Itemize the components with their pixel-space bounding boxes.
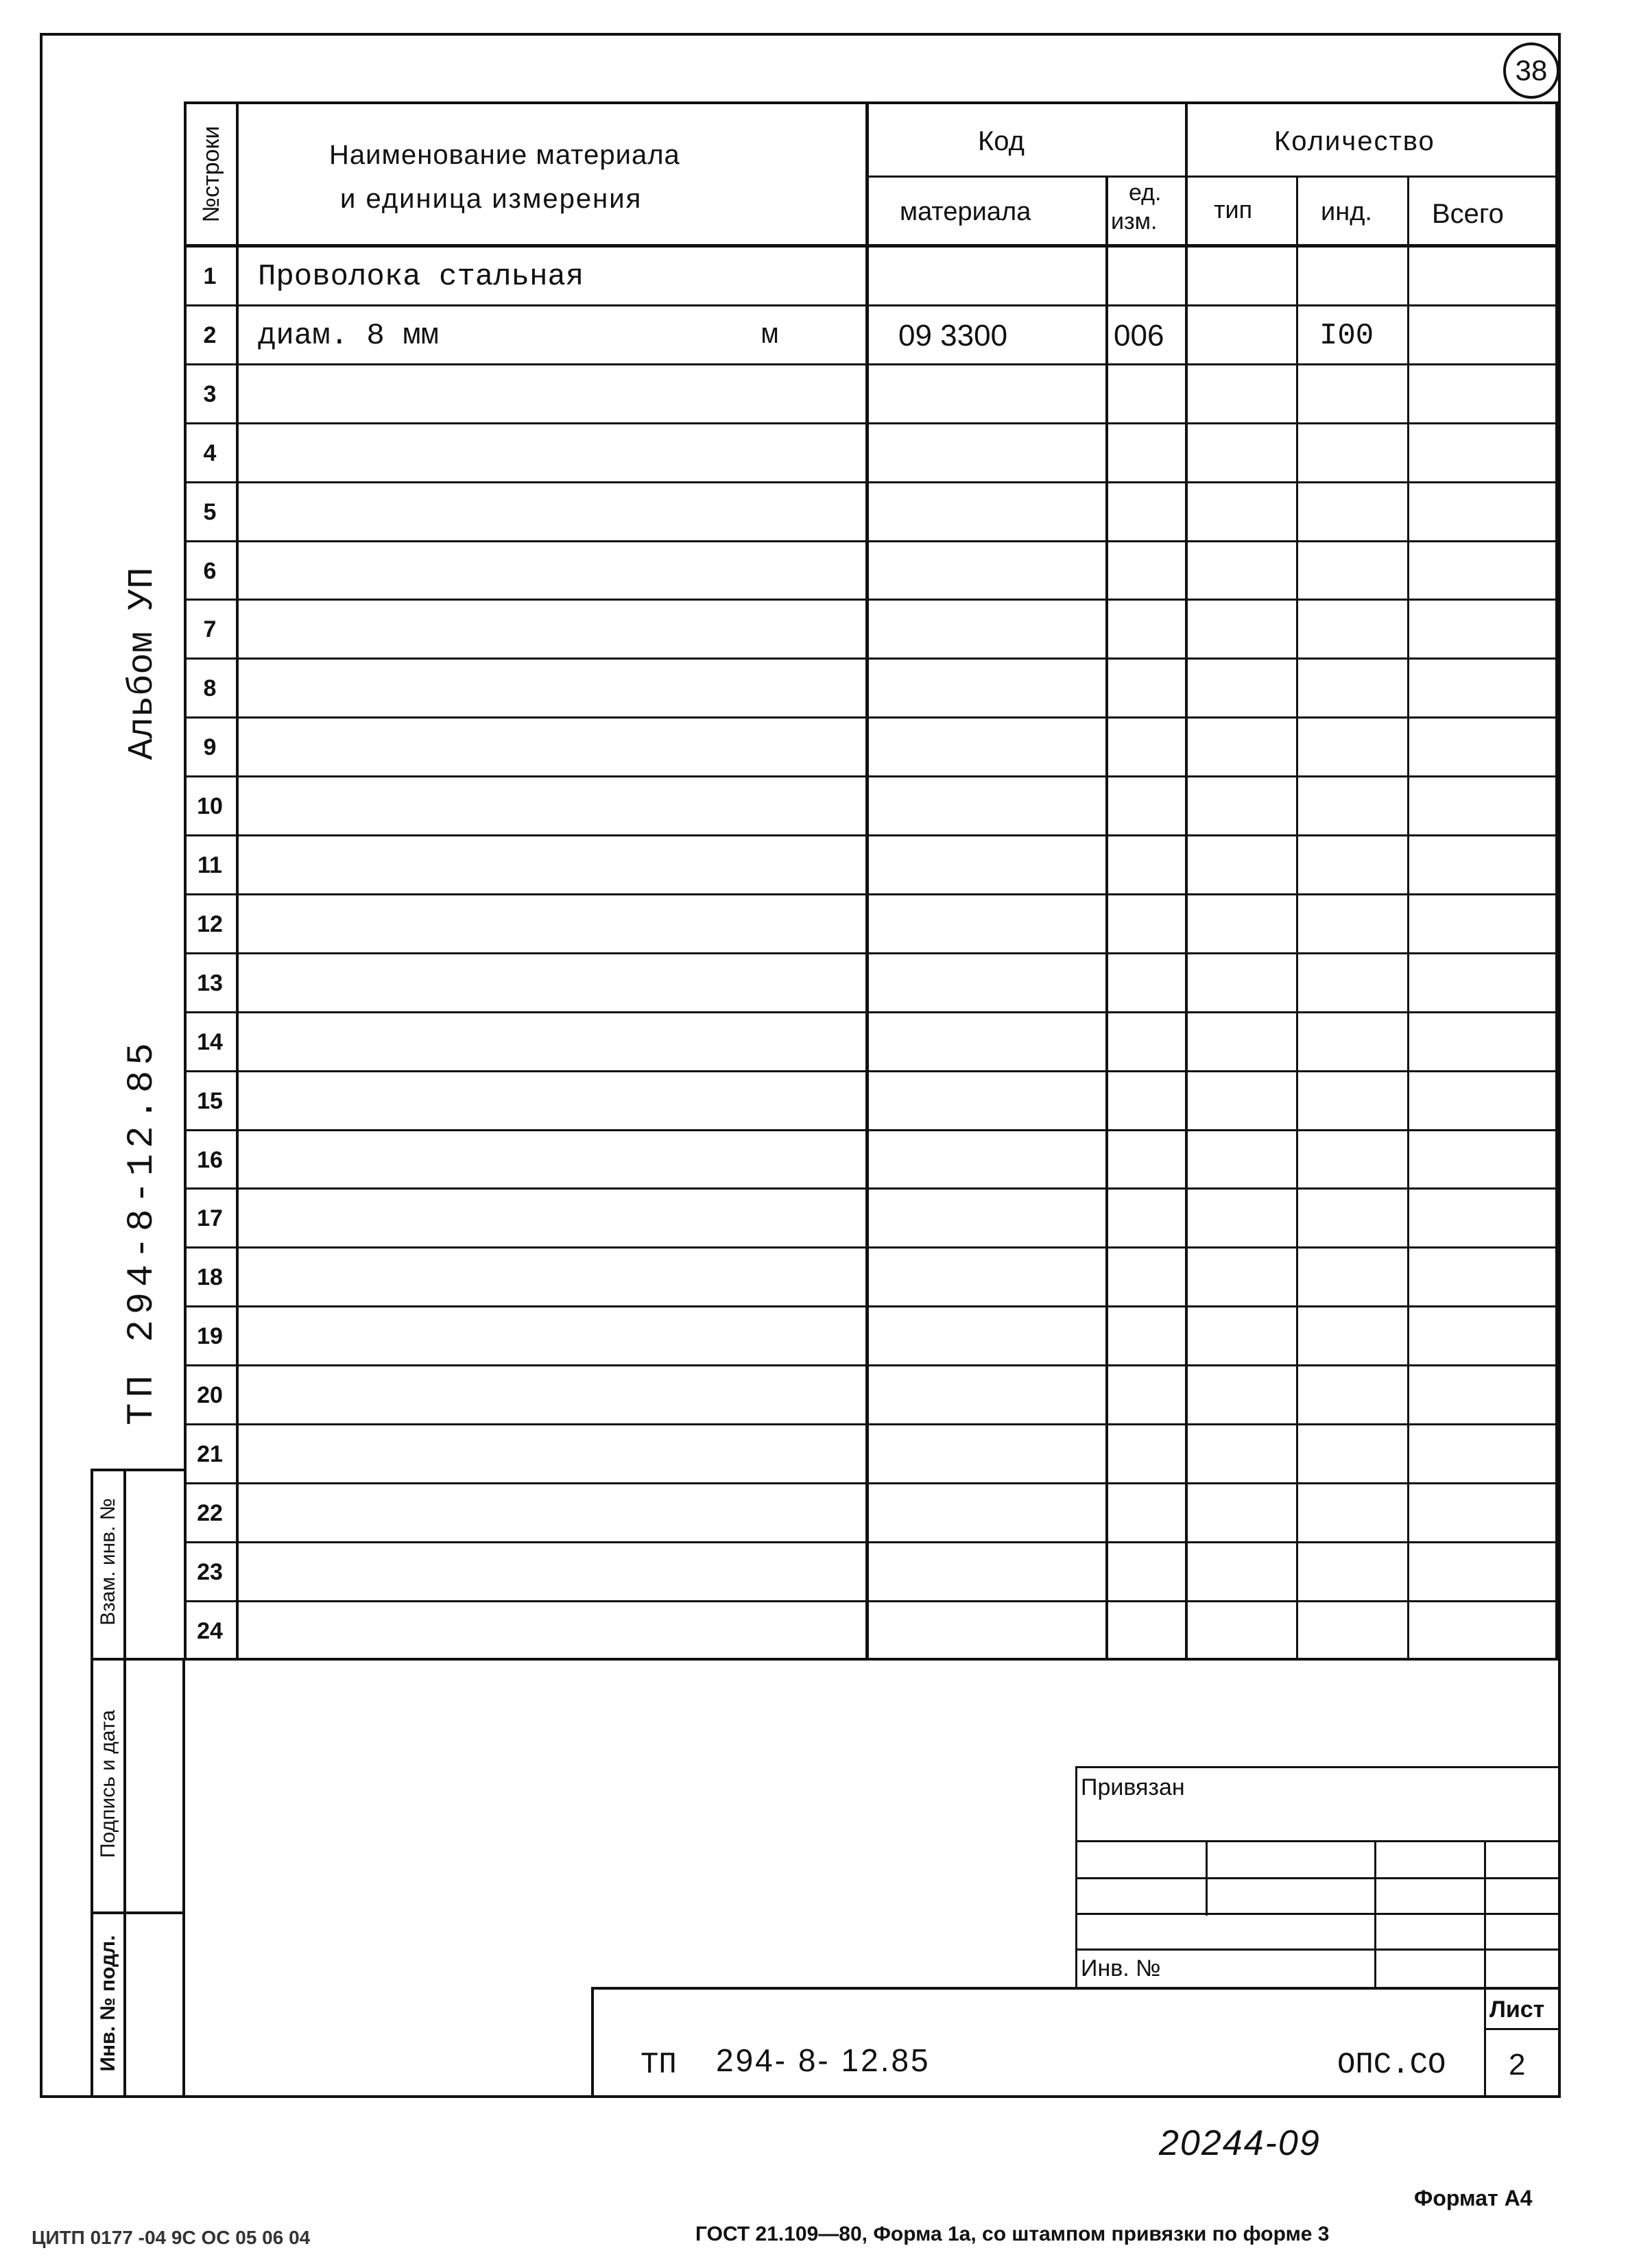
row-separator [184, 1541, 1558, 1543]
stamp-doc-code-left: ТП [641, 2048, 677, 2082]
row-separator [184, 716, 1558, 719]
row-separator [184, 658, 1558, 660]
header-name-line2: и единица измерения [340, 184, 643, 214]
row-number: 7 [203, 616, 217, 642]
page-number-badge [1503, 43, 1559, 99]
material-unit: м [761, 319, 779, 352]
stamp-v3 [1484, 1840, 1486, 2095]
header-mid-line [865, 176, 1558, 178]
stamp-privyazan: Привязан [1081, 1774, 1185, 1800]
row-separator [184, 599, 1558, 601]
handwritten-number: 20244-09 [1159, 2123, 1321, 2163]
page-number: 38 [1515, 54, 1548, 86]
footer-right: ГОСТ 21.109—80, Форма 1а, со штампом привязки по форме 3 [695, 2223, 1330, 2245]
title-block-top [591, 1987, 1558, 1990]
row-number: 22 [197, 1500, 223, 1526]
title-block-left [591, 1987, 594, 2097]
row-number: 6 [203, 558, 217, 584]
col-line-ind [1407, 176, 1409, 1659]
row-separator [184, 1187, 1558, 1190]
row-number: 19 [197, 1323, 223, 1349]
table-top-line [184, 101, 1558, 104]
margin-vzam-inv: Взам. инв. № [97, 1498, 119, 1626]
row-separator [184, 1364, 1558, 1366]
row-separator [184, 775, 1558, 777]
col-line-name [865, 101, 869, 1659]
row-separator [184, 1246, 1558, 1248]
header-bottom-line [184, 244, 1558, 248]
header-row-no: №строки [198, 125, 224, 223]
margin-signature-date: Подпись и дата [97, 1710, 119, 1858]
margin-box-sep1 [91, 1658, 184, 1661]
stamp-doc-code-num: 294- 8- 12.85 [716, 2042, 931, 2078]
row-number: 20 [197, 1382, 223, 1408]
col-line-right [1555, 101, 1558, 1659]
stamp-inv-no: Инв. № [1081, 1955, 1161, 1981]
row-separator [184, 834, 1558, 836]
format-label: Формат А4 [1414, 2186, 1533, 2210]
frame-top [40, 33, 1559, 36]
row-number: 11 [197, 852, 222, 878]
frame-left [40, 33, 43, 2097]
row-number: 12 [197, 911, 223, 937]
stamp-doc-code-right: ОПС.СО [1337, 2048, 1446, 2082]
row-number: 9 [203, 734, 217, 760]
row-number: 15 [197, 1088, 223, 1114]
row-separator [184, 893, 1558, 895]
margin-box-sep2 [91, 1911, 184, 1914]
row-number: 18 [197, 1264, 223, 1290]
footer-left: ЦИТП 0177 -04 9С ОС 05 06 04 [32, 2227, 311, 2248]
header-qty-ind: инд. [1321, 197, 1372, 226]
margin-box-top [91, 1469, 184, 1471]
material-name: Проволока стальная [258, 260, 584, 294]
material-code: 09 3300 [898, 319, 1008, 352]
header-code-material: материала [900, 197, 1031, 226]
header-qty-type: тип [1214, 195, 1253, 224]
table-bottom-line [184, 1658, 1558, 1661]
title-list-sep [1484, 2028, 1558, 2030]
margin-box-inner [123, 1469, 126, 2097]
row-separator [184, 481, 1558, 483]
row-separator [184, 304, 1558, 306]
row-number: 13 [197, 970, 223, 996]
row-number: 3 [203, 381, 217, 407]
row-number: 10 [197, 793, 223, 819]
row-number: 14 [197, 1029, 223, 1055]
header-qty-group: Количество [1274, 126, 1435, 156]
row-separator [184, 363, 1558, 365]
row-number: 23 [197, 1559, 223, 1585]
row-separator [184, 1482, 1558, 1484]
row-separator [184, 540, 1558, 542]
unit-code: 006 [1114, 319, 1164, 352]
row-number: 8 [203, 675, 217, 701]
header-code-unit-2: изм. [1111, 208, 1158, 234]
row-number: 5 [203, 499, 217, 525]
frame-bottom [40, 2095, 1561, 2098]
col-line-type [1296, 176, 1298, 1659]
row-separator [184, 1070, 1558, 1072]
margin-inv-podl: Инв. № подл. [97, 1935, 119, 2072]
row-number: 24 [197, 1618, 223, 1644]
row-number: 17 [197, 1205, 223, 1231]
row-number: 2 [203, 322, 217, 348]
header-code-unit-1: ед. [1129, 180, 1162, 206]
row-separator [184, 1129, 1558, 1131]
row-separator [184, 1011, 1558, 1013]
material-name: диам. 8 мм [258, 319, 440, 353]
frame-right [1558, 33, 1561, 2097]
stamp-v2 [1374, 1840, 1376, 1988]
stamp-outer-top [1075, 1766, 1558, 1768]
margin-project-code: ТП 294-8-12.85 [121, 1037, 163, 1425]
stamp-list-label: Лист [1489, 1996, 1545, 2023]
row-number: 1 [203, 263, 217, 289]
row-separator [184, 1423, 1558, 1425]
margin-album: Альбом УП [122, 567, 163, 760]
row-number: 21 [197, 1441, 223, 1467]
margin-box-right [182, 1659, 185, 2097]
stamp-sheet-no: 2 [1509, 2048, 1526, 2082]
header-qty-total: Всего [1432, 199, 1504, 229]
stamp-v1 [1206, 1840, 1208, 1916]
row-separator [184, 1305, 1558, 1307]
row-separator [184, 952, 1558, 954]
header-code-group: Код [978, 126, 1025, 156]
qty-ind: I00 [1319, 319, 1374, 353]
row-number: 16 [197, 1147, 223, 1173]
col-line-left [184, 101, 187, 1659]
row-separator [184, 422, 1558, 424]
col-line-unit [1185, 101, 1188, 1659]
col-line-code [1105, 176, 1108, 1659]
row-number: 4 [203, 440, 217, 466]
margin-box-left [91, 1469, 93, 2097]
header-name-line1: Наименование материала [329, 140, 680, 170]
row-separator [184, 1600, 1558, 1602]
